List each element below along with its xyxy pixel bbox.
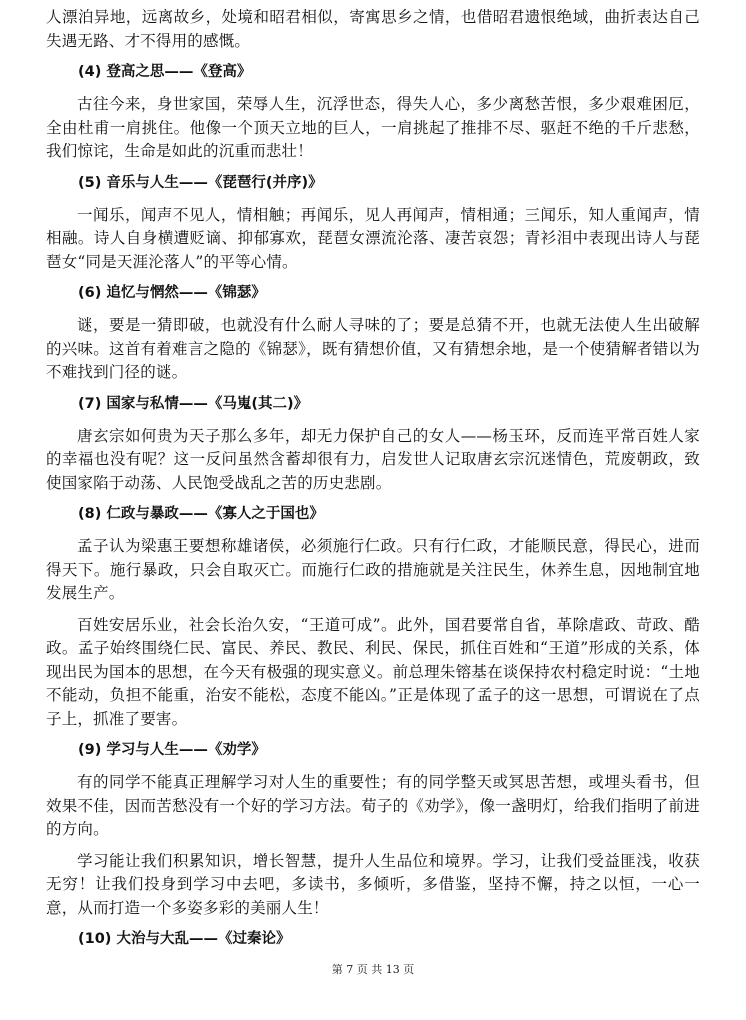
heading-4: (4) 登高之思——《登高》 (78, 64, 252, 80)
page-footer: 第 7 页 共 13 页 (331, 963, 415, 976)
heading-7: (7) 国家与私情——《马嵬(其二)》 (78, 395, 309, 412)
heading-8: (8) 仁政与暴政——《寡人之于国也》 (78, 506, 324, 522)
document-page (46, 6, 700, 960)
heading-6: (6) 追忆与惘然——《锦瑟》 (78, 285, 266, 301)
paragraph-9b: 学习能让我们积累知识，增长智慧，提升人生品位和境界。学习，让我们受益匪浅，收获无穷！让我们投身到学习中去吧，多读书，多倾听，多借鉴，坚持不懈，持之以恒，一心一意，从而打造一个多姿多彩的美丽人生！ (46, 851, 700, 917)
heading-9: (9) 学习与人生——《劝学》 (78, 742, 266, 758)
heading-5: (5) 音乐与人生——《琵琶行(并序)》 (78, 174, 323, 191)
paragraph-8a: 孟子认为梁惠王要想称雄诸侯，必须施行仁政。只有行仁政，才能顺民意，得民心，进而得天下。施行暴政，只会自取灭亡。而施行仁政的措施就是关注民生，休养生息，因地制宜地发展生产。 (46, 537, 700, 602)
paragraph-7: 唐玄宗如何贵为天子那么多年，却无力保护自己的女人——杨玉环，反而连平常百姓人家的幸福也没有呢？这一反问虽然含蓄却很有力，启发世人记取唐玄宗沉迷情色，荒废朝政，致使国家陷于动荡、人民饱受战乱之苦的历史悲剧。 (46, 426, 700, 492)
paragraph-intro: 人漂泊异地，远离故乡，处境和昭君相似，寄寓思乡之情，也借昭君遗恨绝域，曲折表达自己失遇无路、才不得用的感慨。 (46, 8, 700, 50)
heading-10: (10) 大治与大乱——《过秦论》 (78, 931, 291, 947)
paragraph-5: 一闻乐，闻声不见人，情相触；再闻乐，见人再闻声，情相通；三闻乐，知人重闻声，情相融。诗人自身横遭贬谪、抑郁寡欢，琵琶女漂流沦落、凄苦哀怨；青衫泪中表现出诗人与琵琶女“同是天涯沦落人”的平等心情。 (46, 205, 700, 271)
paragraph-4: 古往今来，身世家国，荣辱人生，沉浮世态，得失人心，多少离愁苦恨，多少艰难困厄，全由杜甫一肩挑住。他像一个顶天立地的巨人，一肩挑起了推排不尽、驱赶不绝的千斤悲愁，我们惊诧，生命是如此的沉重而悲壮！ (46, 95, 700, 160)
paragraph-8b: 百姓安居乐业，社会长治久安，“王道可成”。此外，国君要常自省，革除虐政、苛政、酷政。孟子始终围绕仁民、富民、养民、教民、利民、保民，抓住百姓和“王道”形成的关系，体现出民为国本的思想，在今天有极强的现实意义。前总理朱镕基在谈保持农村稳定时说：“土地不能动，负担不能重，治安不能松，态度不能凶。”正是体现了孟子的这一思想，可谓说在了点子上，抓准了要害。 (46, 615, 700, 728)
paragraph-9a: 有的同学不能真正理解学习对人生的重要性；有的同学整天或冥思苦想，或埋头看书，但效果不佳，因而苦愁没有一个好的学习方法。荀子的《劝学》，像一盏明灯，给我们指明了前进的方向。 (46, 773, 700, 838)
paragraph-6: 谜，要是一猜即破，也就没有什么耐人寻味的了；要是总猜不开，也就无法使人生出破解的兴味。这首有着难言之隐的《锦瑟》，既有猜想价值，又有猜想余地，是一个使猜解者错以为不难找到门径的谜。 (46, 316, 700, 381)
